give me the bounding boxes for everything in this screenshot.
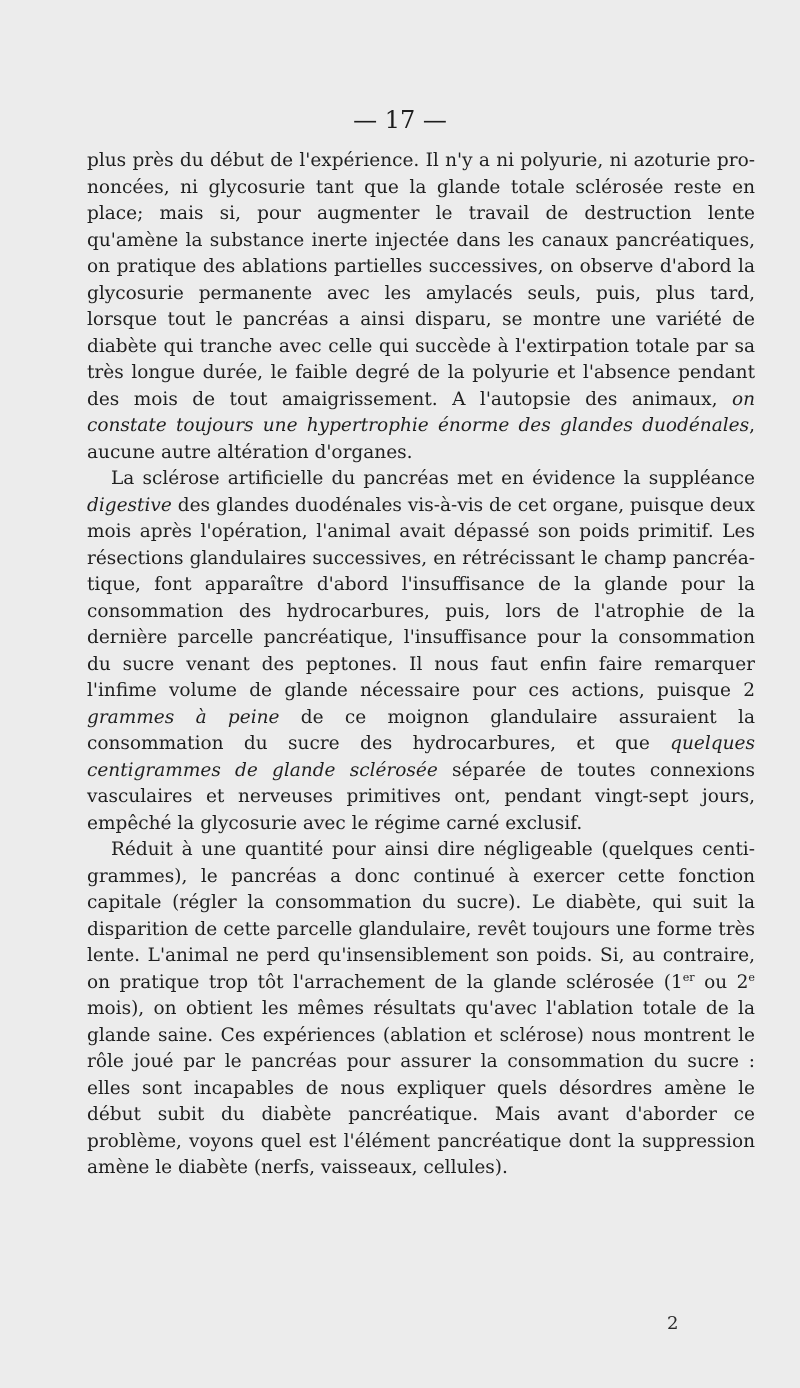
text-run: , aucune autre altération d'organes. (87, 415, 755, 463)
text-run: plus près du début de l'expérience. Il n'y a ni polyurie, ni azoturie prononcées, ni glycosurie tant que la glande totale sclérosée reste en place; mais si, pour augmenter le travail de destruction lente qu'amène la substance inerte injectée dans les canaux pancréatiques, on pratique des ablations partielles successives, on observe d'abord la glycosurie permanente avec les amylacés seuls, puis, plus tard, lorsque tout le pancréas a ainsi disparu, se montre une variété de diabète qui tranche avec celle qui succède à l'extirpation totale par sa très longue durée, le faible degré de la polyurie et l'absence pendant des mois de tout amaigrissement. A l'autopsie des animaux, (87, 150, 755, 410)
italic-run: quelques centigrammes de glande sclérosée (87, 733, 755, 781)
superscript-run: e (748, 970, 755, 984)
italic-run: on constate toujours une hypertrophie énorme des glandes duodénales (87, 388, 755, 436)
body-text (87, 148, 755, 1182)
paragraph-1 (87, 148, 755, 466)
text-run: La sclérose artificielle du pancréas met en évidence la suppléance (111, 468, 755, 489)
text-run: ou 2 (694, 971, 749, 993)
text-run: séparée de toutes connexions vasculaires et nerveuses primitives ont, pendant vingt-sept jours, empêché la glycosurie avec le régime carné exclusif. (87, 759, 756, 834)
italic-run: digestive (87, 494, 172, 516)
italic-run: grammes à peine (87, 706, 280, 728)
page-number-header: — 17 — (353, 106, 447, 134)
superscript-run: er (682, 970, 695, 984)
text-run: mois), on obtient les mêmes résultats qu'avec l'ablation totale de la glande saine. Ces expériences (ablation et sclérose) nous montrent le rôle joué par le pancréas pour assurer la consommation du sucre : elles sont incapables de nous expliquer quels désordres amène le début subit du diabète pancréatique. Mais avant d'aborder ce problème, voyons quel est l'élément pancréatique dont la suppression amène le diabète (nerfs, vaisseaux, cellules). (87, 998, 755, 1178)
text-run: des glandes duodénales vis-à-vis de cet organe, puisque deux mois après l'opération, l'animal avait dépassé son poids primitif. Les résections glandulaires successives, en rétrécissant le champ pancréatique, font apparaître d'abord l'insuffisance de la glande pour la consommation des hydrocarbures, puis, lors de l'atrophie de la dernière parcelle pancréatique, l'insuffisance pour la consommation du sucre venant des peptones. Il nous faut enfin faire remarquer l'infime volume de glande nécessaire pour ces actions, puisque 2 (87, 494, 755, 701)
signature-mark: 2 (667, 1313, 679, 1334)
paragraph-3 (87, 837, 755, 1182)
text-run: de ce moignon glandulaire assuraient la consommation du sucre des hydrocarbures, et que (87, 706, 755, 754)
paragraph-2 (87, 466, 755, 837)
text-run: Réduit à une quantité pour ainsi dire négligeable (quelques centigrammes), le pancréas a donc continué à exercer cette fonction capitale (régler la consommation du sucre). Le diabète, qui suit la disparition de cette parcelle glandulaire, revêt toujours une forme très lente. L'animal ne perd qu'insensiblement son poids. Si, au contraire, on pratique trop tôt l'arrachement de la glande sclérosée (1 (87, 839, 755, 993)
